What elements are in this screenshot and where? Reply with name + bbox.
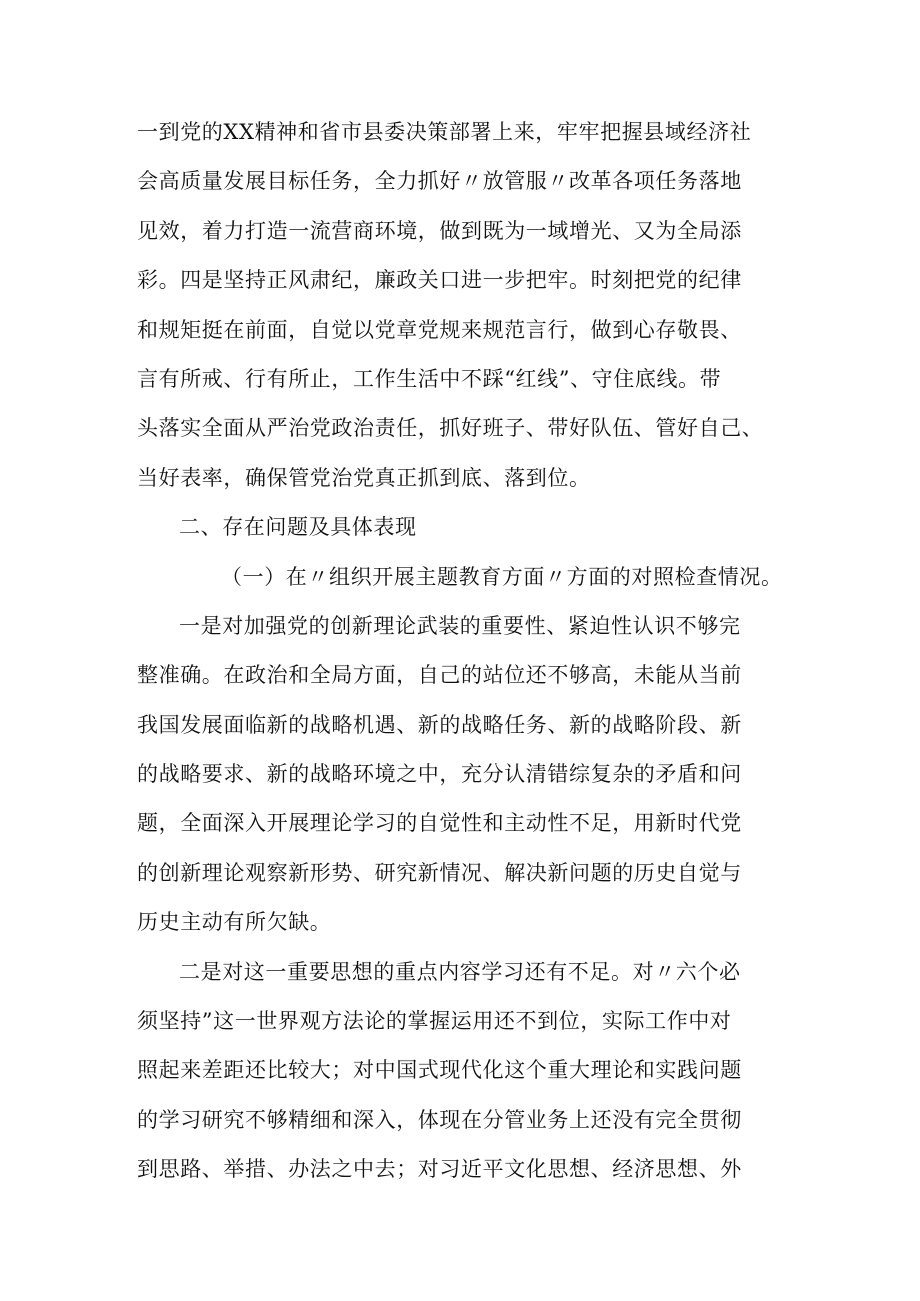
section-heading: 二、存在问题及具体表现	[179, 515, 417, 540]
text-line: 彩。四是坚持正风肃纪，廉政关口进一步把牢。时刻把党的纪律	[137, 268, 742, 293]
text-line: 到思路、举措、办法之中去；对习近平文化思想、经济思想、外	[137, 1157, 742, 1182]
text-line: 当好表率，确保管党治党真正抓到底、落到位。	[137, 465, 591, 490]
text-line: 和规矩挺在前面，自觉以党章党规来规范言行，做到心存敬畏、	[137, 317, 742, 342]
text-line: 的学习研究不够精细和深入，体现在分管业务上还没有完全贯彻	[137, 1107, 742, 1132]
document-body	[137, 108, 807, 1195]
text-line: 一是对加强党的创新理论武装的重要性、紧迫性认识不够完	[179, 613, 741, 638]
text-line: 的创新理论观察新形势、研究新情况、解决新问题的历史自觉与	[137, 860, 742, 885]
text-line: 整准确。在政治和全局方面，自己的站位还不够高，未能从当前	[137, 663, 742, 688]
subsection-heading: （一）在〃组织开展主题教育方面〃方面的对照检查情况。	[221, 564, 783, 589]
text-line: 照起来差距还比较大；对中国式现代化这个重大理论和实践问题	[137, 1058, 742, 1083]
text-line: 言有所戒、行有所止，工作生活中不踩“红线”、守住底线。带	[137, 366, 722, 391]
text-line: 历史主动有所欠缺。	[137, 910, 332, 935]
text-line: 我国发展面临新的战略机遇、新的战略任务、新的战略阶段、新	[137, 712, 742, 737]
text-line: 一到党的XX精神和省市县委决策部署上来，牢牢把握县域经济社	[137, 120, 752, 144]
text-line: 须坚持”这一世界观方法论的掌握运用还不到位，实际工作中对	[137, 1009, 732, 1034]
text-line: 二是对这一重要思想的重点内容学习还有不足。对〃六个必	[179, 959, 741, 984]
text-line: 见效，着力打造一流营商环境，做到既为一域增光、又为全局添	[137, 218, 742, 243]
text-line: 会高质量发展目标任务，全力抓好〃放管服〃改革各项任务落地	[137, 169, 742, 194]
text-line: 的战略要求、新的战略环境之中，充分认清错综复杂的矛盾和问	[137, 762, 742, 787]
text-line: 题，全面深入开展理论学习的自觉性和主动性不足，用新时代党	[137, 811, 742, 836]
text-line: 头落实全面从严治党政治责任，抓好班子、带好队伍、管好自己、	[137, 416, 764, 441]
